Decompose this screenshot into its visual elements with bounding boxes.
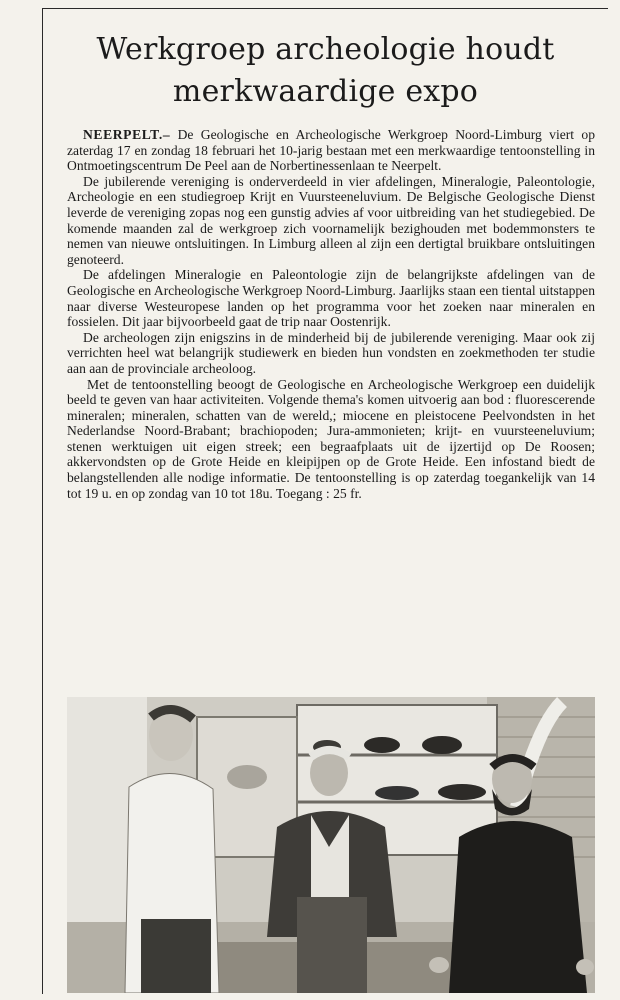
article-paragraph: NEERPELT.– De Geologische en Archeologische Werkgroep Noord-Limburg viert op zaterdag 17 en zondag 18 februari het 10-jarig bestaan met een merkwaardige tentoonstelling in Ontmoetingscentrum De Peel aan de Norbertinessenlaan te Neerpelt. bbox=[67, 127, 595, 174]
article-photo bbox=[67, 697, 595, 993]
headline bbox=[43, 29, 608, 113]
article-paragraph: De archeologen zijn enigszins in de minderheid bij de jubilerende vereniging. Maar ook zij verrichten heel wat belangrijk studiewerk en bieden hun vondsten en zoekmethoden ter studie aan aan de provinciale archeoloog. bbox=[67, 329, 595, 376]
article-body bbox=[67, 127, 595, 501]
article-paragraph: Met de tentoonstelling beoogt de Geologische en Archeologische Werkgroep een duidelijk beeld te geven van haar activiteiten. Volgende thema's komen uitvoerig aan bod : fluorescerende mineralen; mineralen, schatten van de wereld,; miocene en pleistocene Peelvondsten in het Nederlandse Noord-Brabant; brachiopoden; Jura-ammonieten; krijt- en vuursteeneluvium; stenen werktuigen uit eigen streek; een begraafplaats uit de ijzertijd op De Roosen; akkervondsten op de Grote Heide en kleipijpen op de Grote Heide. Een infostand biedt de belangstellenden alle nodige informatie. De tentoonstelling is op zaterdag toegankelijk van 14 tot 19 u. en op zondag van 10 tot 18u. Toegang : 25 fr. bbox=[67, 376, 595, 501]
article-paragraph: De afdelingen Mineralogie en Paleontologie zijn de belangrijkste afdelingen van de Geologische en Archeologische Werkgroep Noord-Limburg. Jaarlijks staan een tiental uitstappen naar diverse Westeuropese landen op het programma voor het zoeken naar mineralen en fossielen. Dit jaar bijvoorbeeld gaat de trip naar Oostenrijk. bbox=[67, 267, 595, 330]
headline-line-1: Werkgroep archeologie houdt bbox=[96, 32, 555, 67]
dateline: NEERPELT.– bbox=[83, 127, 171, 142]
photo-three-men-icon bbox=[67, 697, 595, 993]
headline-line-2: merkwaardige expo bbox=[172, 74, 479, 109]
newspaper-clipping bbox=[42, 8, 608, 994]
article-paragraph: De jubilerende vereniging is onderverdeeld in vier afdelingen, Mineralogie, Paleontologie, Archeologie en een studiegroep Krijt en Vuursteeneluvium. De Belgische Geologische Dienst leverde de vereniging zopas nog een gunstig advies af voor uitbreiding van het studiegebied. De komende maanden zal de werkgroep zich voornamelijk bezighouden met bodemmonsters te nemen van nieuwe ontsluitingen. In Limburg alleen al zijn een dertigtal bruikbare ontsluitingen genoteerd. bbox=[67, 173, 595, 267]
